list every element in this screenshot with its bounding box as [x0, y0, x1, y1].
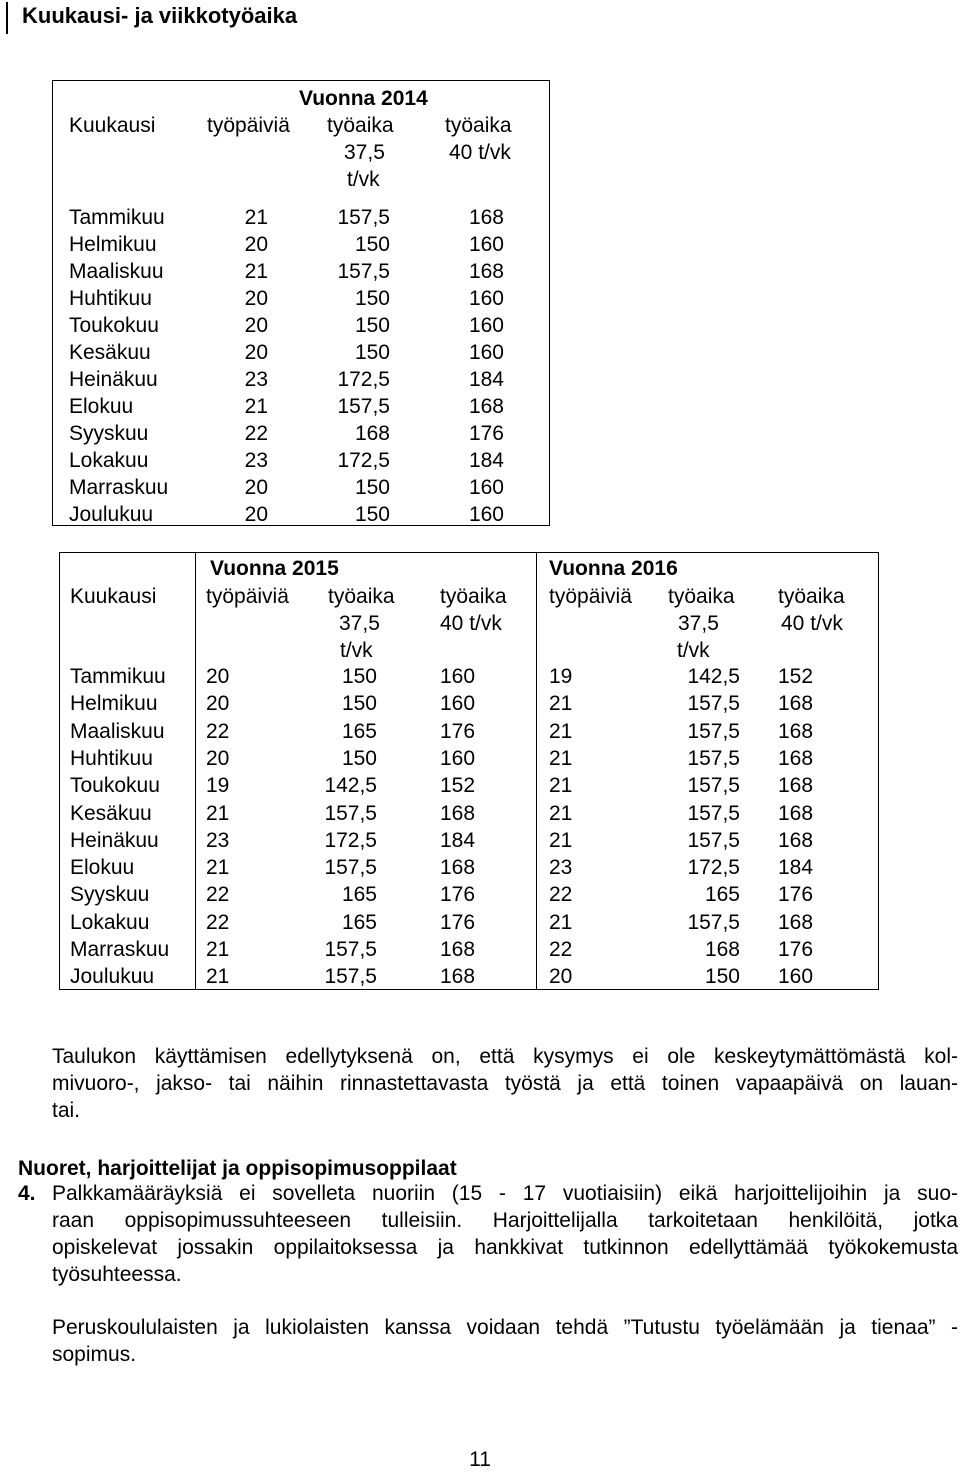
col-header-2015-h375-line1: työaika: [328, 585, 395, 608]
month-label: Lokakuu: [69, 449, 149, 472]
hours-40-2015: 168: [440, 938, 476, 961]
hours-37-5-2016: 165: [704, 883, 740, 906]
month-label: Joulukuu: [69, 503, 154, 526]
hours-37-5-2016: 168: [704, 938, 740, 961]
col-header-days: työpäiviä: [207, 114, 290, 137]
working-days: 20: [244, 341, 268, 364]
table-2014-year: Vuonna 2014: [299, 87, 428, 110]
hours-37-5: 150: [354, 341, 390, 364]
hours-40: 160: [468, 503, 504, 526]
heading-rule: [6, 2, 8, 34]
hours-37-5-2016: 172,5: [687, 856, 740, 879]
days-2016: 21: [549, 911, 573, 934]
month-label: Syyskuu: [70, 883, 150, 906]
hours-37-5: 150: [354, 233, 390, 256]
month-label: Heinäkuu: [69, 368, 158, 391]
hours-40-2015: 168: [440, 965, 476, 988]
month-label: Heinäkuu: [70, 829, 159, 852]
section-number: 4.: [18, 1182, 36, 1205]
working-days: 23: [244, 368, 268, 391]
month-label: Marraskuu: [70, 938, 170, 961]
paragraph-line: tai.: [52, 1099, 81, 1122]
col-header-h40-line2: 40 t/vk: [449, 141, 511, 164]
hours-37-5-2016: 157,5: [687, 774, 740, 797]
days-2015: 20: [206, 747, 230, 770]
hours-40-2016: 168: [778, 720, 814, 743]
hours-37-5: 150: [354, 503, 390, 526]
col-header-h375-line2: 37,5: [344, 141, 385, 164]
month-label: Kesäkuu: [69, 341, 151, 364]
col-header-month: Kuukausi: [70, 585, 157, 608]
paragraph-line: sopimus.: [52, 1343, 137, 1366]
month-label: Huhtikuu: [69, 287, 152, 310]
hours-37-5: 157,5: [337, 395, 390, 418]
hours-40: 168: [468, 260, 504, 283]
month-label: Toukokuu: [70, 774, 160, 797]
hours-40: 176: [468, 422, 504, 445]
days-2016: 23: [549, 856, 573, 879]
month-label: Elokuu: [69, 395, 134, 418]
hours-40-2015: 160: [440, 692, 476, 715]
section-title: Nuoret, harjoittelijat ja oppisopimusoppilaat: [18, 1157, 457, 1180]
hours-37-5: 157,5: [337, 206, 390, 229]
days-2016: 22: [549, 938, 573, 961]
days-2016: 21: [549, 802, 573, 825]
hours-40-2016: 176: [778, 938, 814, 961]
hours-40-2016: 168: [778, 692, 814, 715]
hours-37-5-2016: 142,5: [687, 665, 740, 688]
table-2015-2016: [59, 552, 879, 990]
hours-40-2016: 176: [778, 883, 814, 906]
page-heading: Kuukausi- ja viikkotyöaika: [22, 3, 298, 28]
hours-37-5-2015: 157,5: [324, 856, 377, 879]
working-days: 20: [244, 314, 268, 337]
page-number: 11: [469, 1448, 491, 1471]
working-days: 21: [244, 260, 268, 283]
hours-40: 160: [468, 476, 504, 499]
col-header-2015-h375-line3: t/vk: [340, 639, 373, 662]
hours-37-5: 157,5: [337, 260, 390, 283]
hours-40: 184: [468, 449, 504, 472]
col-header-2016-h40-line2: 40 t/vk: [781, 612, 843, 635]
col-header-2015-h40-line1: työaika: [440, 585, 507, 608]
hours-37-5-2015: 150: [341, 747, 377, 770]
days-2015: 22: [206, 883, 230, 906]
month-label: Tammikuu: [70, 665, 166, 688]
days-2016: 22: [549, 883, 573, 906]
col-header-2016-h375-line1: työaika: [668, 585, 735, 608]
paragraph-line: Taulukon käyttämisen edellytyksenä on, että kysymys ei ole keskeytymättömästä kol-: [52, 1045, 958, 1068]
hours-40-2016: 168: [778, 747, 814, 770]
col-header-2016-days: työpäiviä: [549, 585, 632, 608]
month-column-divider: [195, 553, 196, 989]
days-2015: 21: [206, 965, 230, 988]
hours-40-2016: 168: [778, 829, 814, 852]
days-2015: 20: [206, 692, 230, 715]
hours-40: 184: [468, 368, 504, 391]
month-label: Marraskuu: [69, 476, 169, 499]
col-header-2015-h40-line2: 40 t/vk: [440, 612, 502, 635]
days-2015: 22: [206, 720, 230, 743]
col-header-2016-h375-line2: 37,5: [678, 612, 719, 635]
days-2015: 21: [206, 856, 230, 879]
days-2016: 19: [549, 665, 573, 688]
month-label: Lokakuu: [70, 911, 150, 934]
hours-37-5-2015: 157,5: [324, 802, 377, 825]
hours-37-5-2016: 157,5: [687, 720, 740, 743]
hours-40-2015: 152: [440, 774, 476, 797]
hours-37-5-2015: 165: [341, 911, 377, 934]
hours-40-2016: 168: [778, 911, 814, 934]
paragraph-line: opiskelevat jossakin oppilaitoksessa ja hankkivat tutkinnon edellyttämää työkokemusta: [52, 1236, 958, 1259]
hours-40: 160: [468, 233, 504, 256]
working-days: 20: [244, 503, 268, 526]
month-label: Helmikuu: [70, 692, 158, 715]
paragraph-line: työsuhteessa.: [52, 1263, 182, 1286]
col-header-2015-days: työpäiviä: [206, 585, 289, 608]
hours-37-5-2016: 157,5: [687, 747, 740, 770]
hours-37-5-2015: 165: [341, 720, 377, 743]
hours-37-5: 150: [354, 476, 390, 499]
col-header-2016-h375-line3: t/vk: [677, 639, 710, 662]
month-label: Huhtikuu: [70, 747, 153, 770]
hours-37-5-2016: 157,5: [687, 829, 740, 852]
days-2015: 19: [206, 774, 230, 797]
hours-37-5-2015: 165: [341, 883, 377, 906]
paragraph-line: mivuoro-, jakso- tai näihin rinnastettavasta työstä ja että toinen vapaapäivä on lauan-: [52, 1072, 958, 1095]
col-header-month: Kuukausi: [69, 114, 156, 137]
hours-37-5-2016: 157,5: [687, 692, 740, 715]
month-label: Tammikuu: [69, 206, 165, 229]
days-2015: 21: [206, 802, 230, 825]
table-usage-note: [52, 1043, 958, 1124]
hours-40: 168: [468, 206, 504, 229]
col-header-2015-h375-line2: 37,5: [339, 612, 380, 635]
days-2015: 23: [206, 829, 230, 852]
paragraph-line: Palkkamääräyksiä ei sovelleta nuoriin (15 - 17 vuotiaisiin) eikä harjoittelijoihin ja suo-: [52, 1182, 958, 1205]
hours-40: 160: [468, 341, 504, 364]
hours-40-2015: 160: [440, 665, 476, 688]
hours-37-5-2015: 150: [341, 692, 377, 715]
year-divider: [536, 553, 537, 989]
days-2016: 21: [549, 692, 573, 715]
tutustu-paragraph: [52, 1314, 958, 1368]
days-2016: 21: [549, 720, 573, 743]
working-days: 20: [244, 476, 268, 499]
hours-37-5-2016: 157,5: [687, 911, 740, 934]
hours-40-2015: 184: [440, 829, 476, 852]
working-days: 20: [244, 233, 268, 256]
working-days: 21: [244, 395, 268, 418]
hours-40: 160: [468, 314, 504, 337]
paragraph-line: raan oppisopimussuhteeseen tulleisiin. Harjoittelijalla tarkoitetaan henkilöitä, jotka: [52, 1209, 958, 1232]
hours-37-5-2015: 172,5: [324, 829, 377, 852]
hours-40: 160: [468, 287, 504, 310]
month-label: Elokuu: [70, 856, 135, 879]
working-days: 21: [244, 206, 268, 229]
hours-37-5: 172,5: [337, 368, 390, 391]
days-2016: 21: [549, 774, 573, 797]
month-label: Toukokuu: [69, 314, 159, 337]
month-label: Syyskuu: [69, 422, 149, 445]
hours-40-2016: 152: [778, 665, 814, 688]
hours-40-2015: 160: [440, 747, 476, 770]
hours-37-5-2015: 157,5: [324, 965, 377, 988]
days-2015: 21: [206, 938, 230, 961]
hours-40-2016: 160: [778, 965, 814, 988]
hours-37-5: 168: [354, 422, 390, 445]
month-label: Helmikuu: [69, 233, 157, 256]
year-2015-header: Vuonna 2015: [210, 557, 339, 580]
hours-37-5: 150: [354, 287, 390, 310]
hours-40-2016: 184: [778, 856, 814, 879]
hours-37-5-2016: 157,5: [687, 802, 740, 825]
col-header-h375-line3: t/vk: [347, 168, 380, 191]
table-2014: [52, 80, 550, 526]
month-label: Joulukuu: [70, 965, 155, 988]
hours-40-2016: 168: [778, 802, 814, 825]
section-4-paragraph: [52, 1180, 958, 1288]
hours-37-5-2015: 142,5: [324, 774, 377, 797]
month-label: Maaliskuu: [69, 260, 164, 283]
hours-40-2016: 168: [778, 774, 814, 797]
col-header-h40-line1: työaika: [445, 114, 512, 137]
year-2016-header: Vuonna 2016: [549, 557, 678, 580]
col-header-2016-h40-line1: työaika: [778, 585, 845, 608]
days-2016: 20: [549, 965, 573, 988]
col-header-h375-line1: työaika: [327, 114, 394, 137]
hours-40-2015: 176: [440, 911, 476, 934]
days-2016: 21: [549, 747, 573, 770]
hours-37-5-2015: 150: [341, 665, 377, 688]
working-days: 20: [244, 287, 268, 310]
working-days: 22: [244, 422, 268, 445]
hours-40-2015: 176: [440, 720, 476, 743]
hours-37-5: 150: [354, 314, 390, 337]
days-2015: 22: [206, 911, 230, 934]
hours-40-2015: 176: [440, 883, 476, 906]
working-days: 23: [244, 449, 268, 472]
hours-37-5: 172,5: [337, 449, 390, 472]
hours-40-2015: 168: [440, 802, 476, 825]
month-label: Kesäkuu: [70, 802, 152, 825]
hours-37-5-2015: 157,5: [324, 938, 377, 961]
hours-37-5-2016: 150: [704, 965, 740, 988]
days-2015: 20: [206, 665, 230, 688]
days-2016: 21: [549, 829, 573, 852]
paragraph-line: Peruskoululaisten ja lukiolaisten kanssa voidaan tehdä ”Tutustu työelämään ja tienaa” -: [52, 1316, 958, 1339]
hours-40-2015: 168: [440, 856, 476, 879]
month-label: Maaliskuu: [70, 720, 165, 743]
hours-40: 168: [468, 395, 504, 418]
